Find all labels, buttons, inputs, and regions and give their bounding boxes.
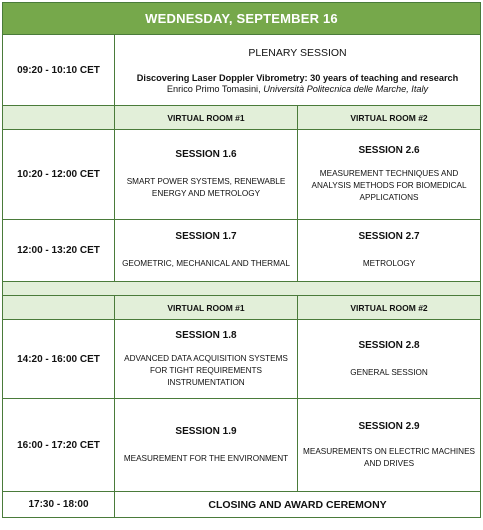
session-topic: SMART POWER SYSTEMS, RENEWABLE ENERGY AND METROLOGY <box>126 177 286 198</box>
closing-time: 17:30 - 18:00 <box>3 492 115 518</box>
plenary-row <box>3 35 481 106</box>
spacer-row <box>3 282 481 296</box>
room2-header: VIRTUAL ROOM #2 <box>298 106 481 130</box>
session-row <box>3 220 481 282</box>
session-topic: ADVANCED DATA ACQUISITION SYSTEMS FOR TIGHT REQUIREMENTS INSTRUMENTATION <box>124 353 288 387</box>
session-time: 12:00 - 13:20 CET <box>3 220 115 282</box>
speaker-name: Enrico Primo Tomasini, <box>166 83 261 94</box>
speaker-affiliation: Università Politecnica delle Marche, Italy <box>263 83 429 94</box>
room2-session <box>298 130 481 220</box>
spacer <box>3 282 481 296</box>
session-id: SESSION 2.6 <box>358 145 420 156</box>
room1-header: VIRTUAL ROOM #1 <box>115 106 298 130</box>
session-topic: GENERAL SESSION <box>350 367 428 377</box>
room-header-row <box>3 106 481 130</box>
session-id: SESSION 1.8 <box>175 329 237 341</box>
session-id: SESSION 1.7 <box>175 231 237 242</box>
session-time: 10:20 - 12:00 CET <box>3 130 115 220</box>
session-id: SESSION 2.7 <box>358 231 420 242</box>
room1-session <box>115 320 298 399</box>
session-topic: GEOMETRIC, MECHANICAL AND THERMAL <box>122 259 290 268</box>
plenary-talk-title: Discovering Laser Doppler Vibrometry: 30 years of teaching and research <box>136 72 459 83</box>
session-id: SESSION 1.9 <box>175 425 237 437</box>
room1-session <box>115 130 298 220</box>
session-time: 16:00 - 17:20 CET <box>3 399 115 492</box>
room2-session <box>298 399 481 492</box>
schedule-table <box>2 2 481 518</box>
session-topic: METROLOGY <box>362 259 416 268</box>
session-id: SESSION 1.6 <box>175 149 237 160</box>
plenary-speaker <box>115 84 480 94</box>
session-id: SESSION 2.8 <box>358 339 420 351</box>
header-blank <box>3 106 115 130</box>
room2-header: VIRTUAL ROOM #2 <box>298 296 481 320</box>
room1-session <box>115 399 298 492</box>
room1-session <box>115 220 298 282</box>
room1-header: VIRTUAL ROOM #1 <box>115 296 298 320</box>
plenary-cell <box>115 35 481 106</box>
plenary-time: 09:20 - 10:10 CET <box>3 35 115 106</box>
session-topic: MEASUREMENT TECHNIQUES AND ANALYSIS METHODS FOR BIOMEDICAL APPLICATIONS <box>311 169 467 202</box>
room2-session <box>298 220 481 282</box>
session-id: SESSION 2.9 <box>358 420 420 432</box>
day-title: WEDNESDAY, SEPTEMBER 16 <box>3 3 481 35</box>
plenary-label: PLENARY SESSION <box>248 46 347 59</box>
title-row <box>3 3 481 35</box>
closing-row <box>3 492 481 518</box>
session-row <box>3 320 481 399</box>
session-time: 14:20 - 16:00 CET <box>3 320 115 399</box>
session-row <box>3 130 481 220</box>
closing-label: CLOSING AND AWARD CEREMONY <box>115 492 481 518</box>
header-blank <box>3 296 115 320</box>
session-topic: MEASUREMENTS ON ELECTRIC MACHINES AND DRIVES <box>303 446 475 468</box>
room2-session <box>298 320 481 399</box>
room-header-row <box>3 296 481 320</box>
session-row <box>3 399 481 492</box>
session-topic: MEASUREMENT FOR THE ENVIRONMENT <box>123 453 289 463</box>
